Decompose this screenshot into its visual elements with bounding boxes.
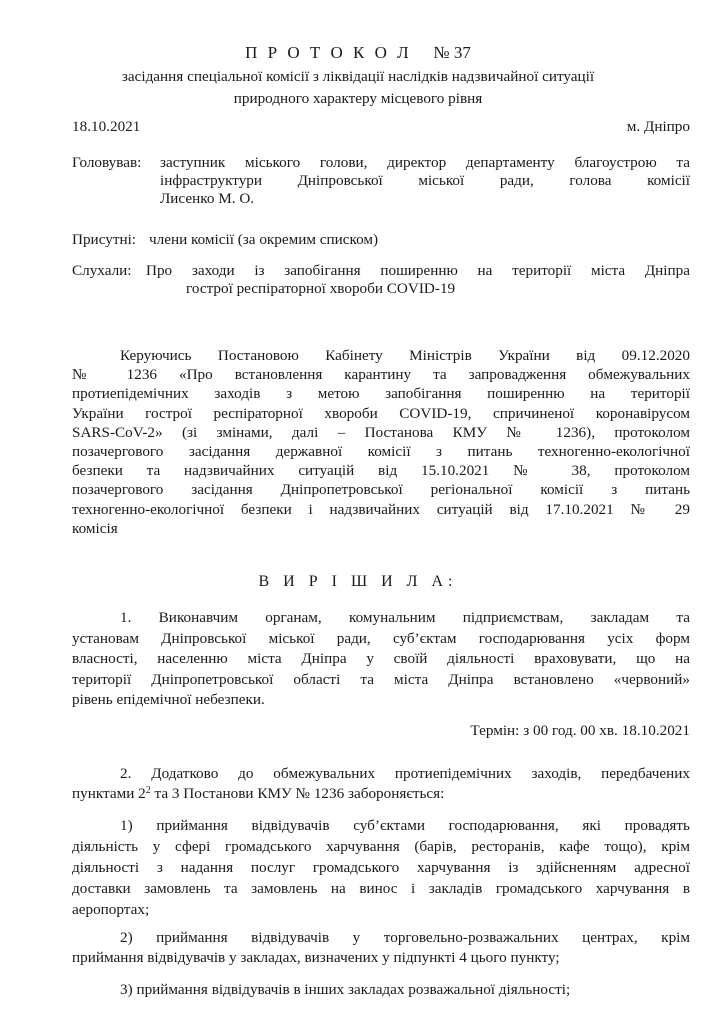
- subitem-3-paragraph: [72, 980, 690, 1000]
- item-2-paragraph: [72, 764, 690, 804]
- subitem-3-line: 3) приймання відвідувачів в інших закладах розважальної діяльності;: [120, 981, 571, 998]
- decided-heading: В И Р І Ш И Л А:: [258, 573, 458, 590]
- item-2-text: та 3 Постанови КМУ № 1236 забороняється:: [150, 785, 445, 802]
- subitem-1-paragraph: [72, 815, 690, 920]
- item-2-line: [72, 784, 690, 804]
- preamble-line: SARS-CoV-2» (зі змінами, далі – Постанова КМУ № 1236), протоколом: [72, 423, 690, 441]
- item-2-line: 2. Додатково до обмежувальних протиепідемічних заходів, передбачених: [120, 765, 690, 782]
- present-label: Присутні:: [72, 231, 137, 248]
- chaired-block: [72, 154, 690, 214]
- meeting-city: м. Дніпро: [626, 118, 690, 135]
- subitem-2-paragraph: [72, 928, 690, 968]
- heard-line: гострої респіраторної хвороби COVID-19: [186, 280, 456, 297]
- preamble-line: Керуючись Постановою Кабінету Міністрів України від 09.12.2020: [120, 347, 690, 364]
- chaired-line: Лисенко М. О.: [160, 190, 255, 207]
- preamble-paragraph: [72, 346, 690, 538]
- heard-block: [72, 262, 690, 302]
- item-1-term: Термін: з 00 год. 00 хв. 18.10.2021: [470, 722, 690, 739]
- subitem-1-line: аеропортах;: [72, 901, 150, 918]
- preamble-line: протиепідемічних заходів з метою запобігання поширенню на території: [72, 385, 690, 403]
- chaired-line: заступник міського голови, директор департаменту благоустрою та: [160, 154, 690, 171]
- item-1-line: території Дніпропетровської області та міста Дніпра встановлено «червоний»: [72, 670, 690, 688]
- item-1-line: власності, населенню міста Дніпра у своїй діяльності враховувати, що на: [72, 650, 690, 667]
- subtitle-line-1: засідання спеціальної комісії з ліквідації наслідків надзвичайної ситуації: [121, 68, 595, 85]
- chaired-value: [160, 154, 690, 208]
- heard-label: Слухали:: [72, 262, 132, 279]
- subitem-1-line: діяльності з надання послуг громадського харчування із здійсненням адресної: [72, 859, 690, 876]
- item-1-paragraph: [72, 608, 690, 711]
- chaired-label: Головував:: [72, 154, 142, 171]
- preamble-line: позачергового засідання Дніпропетровської регіональної комісії з питань: [72, 481, 690, 499]
- item-1-line: рівень епідемічної небезпеки.: [72, 691, 265, 708]
- preamble-line: техногенно-екологічної безпеки і надзвичайних ситуацій від 17.10.2021 № 29: [72, 500, 690, 518]
- preamble-line: України гострої респіраторної хвороби COVID-19, спричиненої коронавірусом: [72, 404, 690, 422]
- preamble-line: комісія: [72, 519, 118, 537]
- present-block: [72, 231, 690, 251]
- item-1-line: установам Дніпровської міської ради, суб’єктам господарювання усіх форм: [72, 629, 690, 647]
- preamble-line: безпеки та надзвичайних ситуацій від 15.10.2021 № 38, протоколом: [72, 462, 690, 480]
- heard-line: Про заходи із запобігання поширенню на території міста Дніпра: [146, 262, 690, 279]
- present-value: члени комісії (за окремим списком): [149, 231, 379, 248]
- subitem-1-line: діяльність у сфері громадського харчування (барів, ресторанів, кафе тощо), крім: [72, 838, 690, 855]
- meeting-date: 18.10.2021: [72, 118, 141, 135]
- subitem-1-line: 1) приймання відвідувачів суб’єктами господарювання, які провадять: [120, 817, 690, 834]
- subitem-2-line: 2) приймання відвідувачів у торговельно-розважальних центрах, крім: [120, 929, 690, 946]
- item-1-line: 1. Виконавчим органам, комунальним підприємствам, закладам та: [120, 609, 690, 626]
- chaired-line: інфраструктури Дніпровської міської ради, голова комісії: [160, 172, 690, 189]
- subitem-1-line: доставки замовлень та замовлень на винос і закладів громадського харчування в: [72, 880, 690, 897]
- subtitle-line-2: природного характеру місцевого рівня: [233, 90, 483, 107]
- subitem-2-line: приймання відвідувачів у закладах, визначених у підпункті 4 цього пункту;: [72, 949, 560, 966]
- title-number: № 37: [433, 43, 471, 62]
- title-word: П Р О Т О К О Л: [245, 43, 412, 62]
- preamble-line: позачергового засідання державної комісії з питань техногенно-екологічної: [72, 443, 690, 461]
- item-2-text: пунктами 2: [72, 785, 146, 802]
- preamble-line: № 1236 «Про встановлення карантину та запровадження обмежувальних: [72, 366, 690, 384]
- heard-value: [146, 262, 690, 298]
- item-2-superscript: 2: [145, 785, 151, 796]
- document-title: [0, 44, 716, 62]
